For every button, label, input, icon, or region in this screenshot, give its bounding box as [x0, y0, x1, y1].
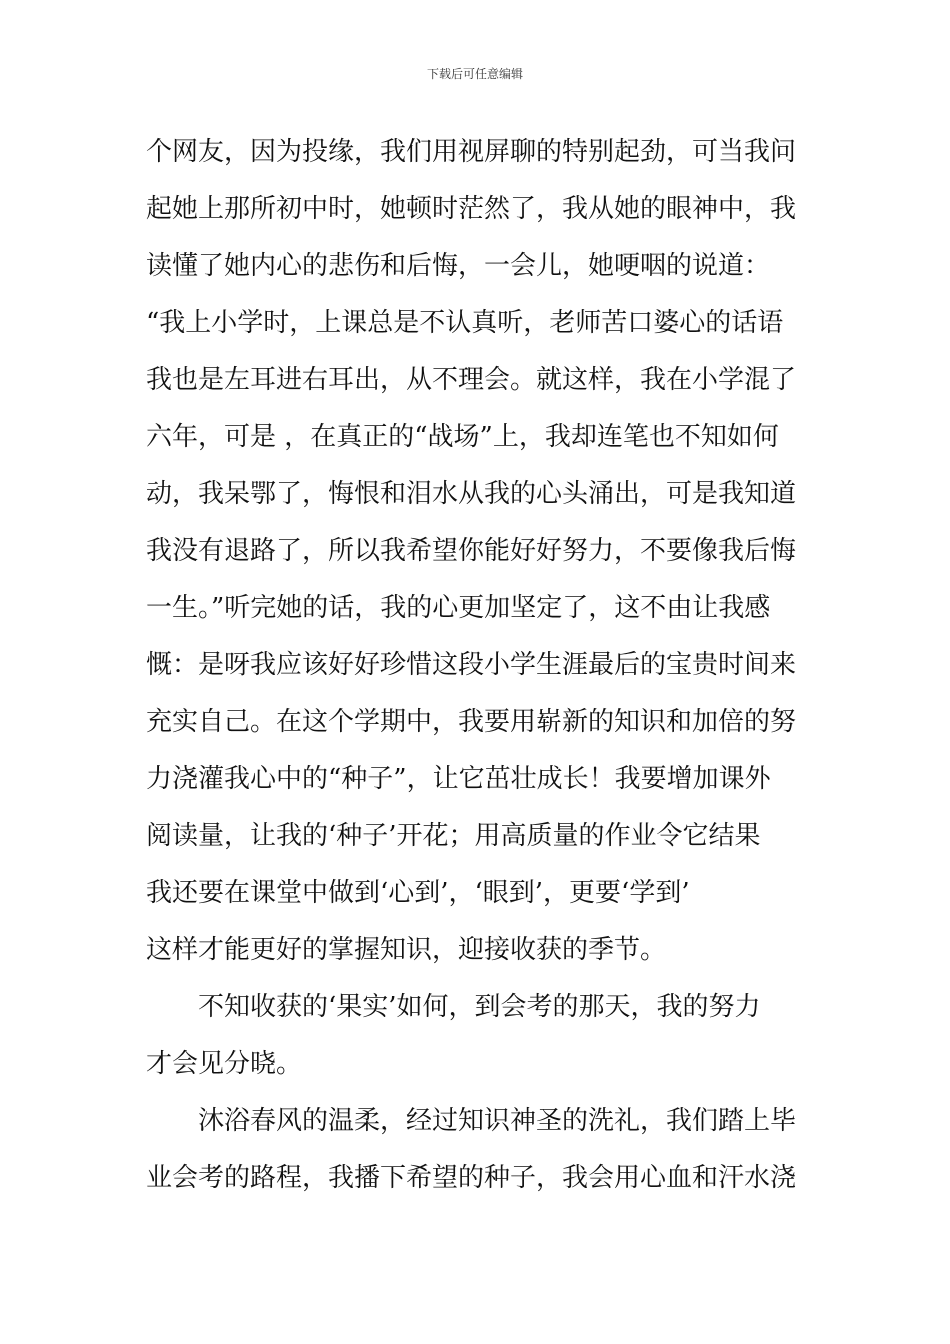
text-line: 充实自己。在这个学期中，我要用崭新的知识和加倍的努 — [146, 707, 797, 737]
text-line: 阅读量，让我的‘种子’开花；用高质量的作业令它结果 — [146, 821, 761, 851]
text-line: 我还要在课堂中做到‘心到’，‘眼到’，更要‘学到’ — [146, 878, 690, 908]
text-line: 这样才能更好的掌握知识，迎接收获的季节。 — [146, 935, 667, 965]
text-line: 读懂了她内心的悲伤和后悔，一会儿，她哽咽的说道： — [146, 251, 771, 281]
page-header: 下载后可任意编辑 — [426, 67, 523, 81]
text-line: 我没有退路了，所以我希望你能好好努力，不要像我后悔 — [146, 536, 797, 566]
text-line: 我也是左耳进右耳出，从不理会。就这样，我在小学混了 — [146, 365, 797, 395]
text-line: 才会见分晓。 — [146, 1049, 303, 1079]
text-line: 力浇灌我心中的“种子”，让它茁壮成长！我要增加课外 — [146, 764, 771, 794]
text-line: 个网友，因为投缘，我们用视屏聊的特别起劲，可当我问 — [146, 137, 797, 167]
paragraph-start-line: 不知收获的‘果实’如何，到会考的那天，我的努力 — [198, 992, 761, 1022]
text-line: 起她上那所初中时，她顿时茫然了，我从她的眼神中，我 — [146, 194, 797, 224]
text-line: 六年，可是 ，在真正的“战场”上，我却连笔也不知如何 — [146, 422, 779, 452]
text-line: 慨：是呀我应该好好珍惜这段小学生涯最后的宝贵时间来 — [146, 650, 797, 680]
text-line: 动，我呆鄂了，悔恨和泪水从我的心头涌出，可是我知道 — [146, 479, 797, 509]
text-line: “我上小学时，上课总是不认真听，老师苦口婆心的话语 — [146, 308, 784, 338]
paragraph-start-line: 沐浴春风的温柔，经过知识神圣的洗礼，我们踏上毕 — [198, 1106, 797, 1136]
text-line: 一生。”听完她的话，我的心更加坚定了，这不由让我感 — [146, 593, 771, 623]
text-line: 业会考的路程，我播下希望的种子，我会用心血和汗水浇 — [146, 1163, 797, 1193]
document-body — [146, 124, 806, 1207]
